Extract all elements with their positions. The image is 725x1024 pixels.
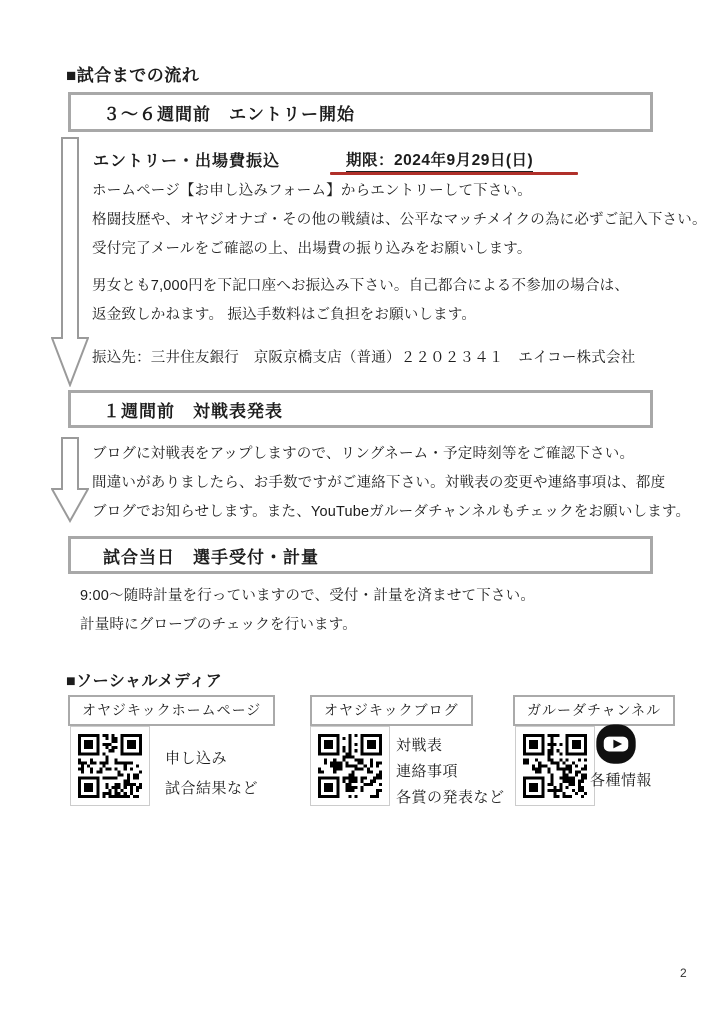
text-line: 受付完了メールをご確認の上、出場費の振り込みをお願いします。 xyxy=(92,241,532,257)
text-line: ブログでお知らせします。また、YouTubeガルーダチャンネルもチェックをお願いします。 xyxy=(92,504,691,520)
page-number: 2 xyxy=(680,966,687,980)
qr-frame-homepage xyxy=(70,726,150,806)
step-box-match-day xyxy=(68,536,653,574)
desc-line: 連絡事項 xyxy=(396,763,459,780)
deadline-red-underline xyxy=(330,172,578,175)
qr-frame-garuda xyxy=(515,726,595,806)
entry-paragraph-1 xyxy=(92,177,707,264)
blog-desc xyxy=(396,733,505,811)
text-line: 返金致しかねます。 振込手数料はご負担をお願いします。 xyxy=(92,307,477,323)
text-line: 男女とも7,000円を下記口座へお振込み下さい。自己都合による不参加の場合は、 xyxy=(92,278,630,294)
text-line: 格闘技歴や、オヤジオナゴ・その他の戦績は、公平なマッチメイクの為に必ずご記入下さい。 xyxy=(92,212,707,228)
down-arrow-icon xyxy=(51,437,89,523)
desc-line: 試合結果など xyxy=(165,780,259,797)
step-box-match-table-label: １週間前 対戦表発表 xyxy=(103,401,283,421)
down-arrow-icon xyxy=(51,137,89,387)
step-box-match-day-label: 試合当日 選手受付・計量 xyxy=(103,547,319,567)
step-box-entry-start xyxy=(68,92,653,132)
match-day-paragraph xyxy=(80,582,535,640)
entry-payment-heading: エントリー・出場費振込 xyxy=(93,153,281,170)
text-line: 間違いがありましたら、お手数ですがご連絡下さい。対戦表の変更や連絡事項は、都度 xyxy=(92,475,666,491)
garuda-desc: 各種情報 xyxy=(590,772,653,789)
label-box-blog: オヤジキックブログ xyxy=(310,695,473,726)
bank-transfer-info: 振込先：三井住友銀行 京阪京橋支店（普通）２２０２３４１ エイコー株式会社 xyxy=(92,350,636,366)
label-box-homepage: オヤジキックホームページ xyxy=(68,695,275,726)
desc-line: 各賞の発表など xyxy=(396,789,505,806)
desc-line: 対戦表 xyxy=(396,737,443,754)
text-line: ブログに対戦表をアップしますので、リングネーム・予定時刻等をご確認下さい。 xyxy=(92,446,635,462)
text-line: 計量時にグローブのチェックを行います。 xyxy=(80,617,357,633)
desc-line: 申し込み xyxy=(165,750,228,767)
qr-code-icon xyxy=(78,734,142,798)
social-media-section-title: ■ソーシャルメディア xyxy=(66,673,223,690)
step-box-match-table xyxy=(68,390,653,428)
label-box-garuda-channel: ガルーダチャンネル xyxy=(513,695,675,726)
text-line: ホームページ【お申し込みフォーム】からエントリーして下さい。 xyxy=(92,183,532,199)
qr-frame-blog xyxy=(310,726,390,806)
homepage-desc xyxy=(165,744,258,804)
qr-code-icon xyxy=(318,734,382,798)
entry-paragraph-2 xyxy=(92,272,629,330)
flow-section-title: ■試合までの流れ xyxy=(66,66,200,85)
text-line: 9:00～随時計量を行っていますので、受付・計量を済ませて下さい。 xyxy=(80,588,536,604)
step-box-entry-start-label: ３～６週間前 エントリー開始 xyxy=(103,104,355,124)
deadline-text: 期限：2024年9月29日(日) xyxy=(346,148,533,172)
qr-code-icon xyxy=(523,734,587,798)
youtube-icon xyxy=(595,723,637,765)
match-table-paragraph xyxy=(92,440,690,527)
